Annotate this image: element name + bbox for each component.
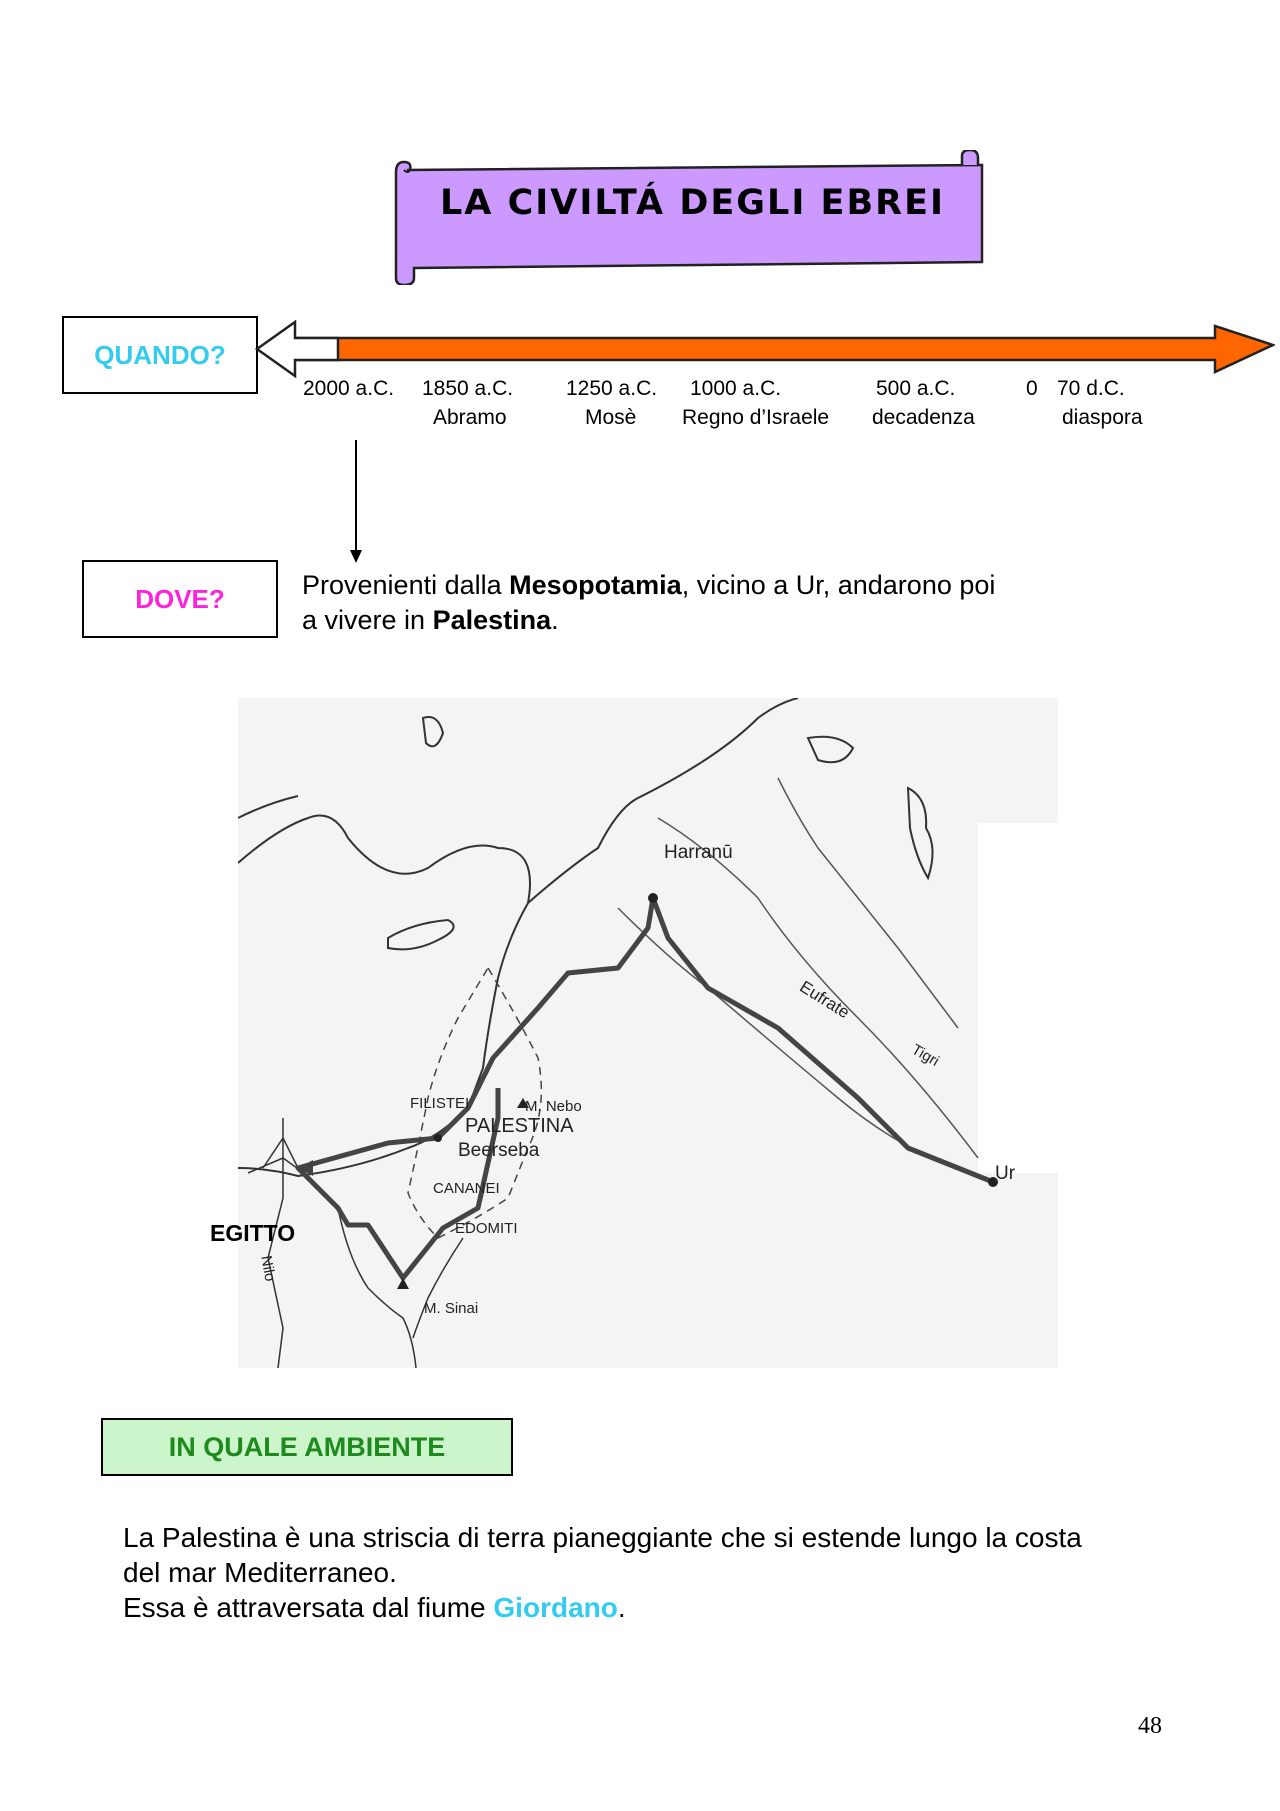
ambiente-line: del mar Mediterraneo. <box>123 1557 397 1588</box>
timeline-date: 70 d.C. <box>1057 377 1125 400</box>
dove-label-box <box>82 560 278 638</box>
ambiente-paragraph <box>123 1520 1183 1625</box>
migration-map <box>238 698 1058 1368</box>
palestina-term: Palestina <box>432 605 552 635</box>
map-label-nebo: M. Nebo <box>525 1098 582 1115</box>
page-number: 48 <box>1138 1713 1162 1739</box>
map-label-palestina: PALESTINA <box>465 1115 574 1137</box>
mesopotamia-term: Mesopotamia <box>509 570 682 600</box>
ambiente-line <box>123 1590 1183 1625</box>
map-label-egitto: EGITTO <box>210 1220 296 1246</box>
ambiente-text: Essa è attraversata dal fiume <box>123 1592 494 1623</box>
map-label-harranu: Harranū <box>664 842 733 863</box>
timeline-date: 500 a.C. <box>876 377 956 400</box>
map-label-filistei: FILISTEI <box>410 1095 470 1112</box>
ambiente-label-box <box>101 1418 513 1476</box>
timeline-event: Mosè <box>585 406 637 429</box>
map-label-nilo: Nilo <box>257 1254 279 1283</box>
map-label-ur: Ur <box>995 1163 1016 1184</box>
page-title: LA CIVILTÁ DEGLI EBREI <box>440 183 945 223</box>
map-label-beerseba: Beerseba <box>458 1140 540 1161</box>
ambiente-label: IN QUALE AMBIENTE <box>168 1431 446 1462</box>
timeline-event: decadenza <box>872 406 975 429</box>
dove-text: . <box>551 605 559 635</box>
dove-text: a vivere in <box>302 605 433 635</box>
down-arrow-icon <box>346 440 366 565</box>
dove-label: DOVE? <box>135 583 225 614</box>
ambiente-line: La Palestina è una striscia di terra pianeggiante che si estende lungo la costa <box>123 1522 1082 1553</box>
dove-paragraph <box>302 568 1122 638</box>
ambiente-text: . <box>617 1592 626 1623</box>
timeline-date: 1250 a.C. <box>566 377 658 400</box>
map-label-sinai: M. Sinai <box>424 1300 479 1317</box>
timeline-date: 1850 a.C. <box>422 377 514 400</box>
timeline-arrow <box>255 320 1275 380</box>
timeline-date: 1000 a.C. <box>690 377 782 400</box>
map-label-edomiti: EDOMITI <box>455 1220 518 1237</box>
giordano-term: Giordano <box>493 1592 618 1623</box>
timeline-date: 2000 a.C. <box>303 377 395 400</box>
quando-label: QUANDO? <box>94 339 226 370</box>
quando-label-box <box>62 316 258 394</box>
dove-text: Provenienti dalla <box>302 570 510 600</box>
timeline-event: diaspora <box>1062 406 1143 429</box>
timeline-event: Regno d’Israele <box>682 406 830 429</box>
timeline-event: Abramo <box>433 406 507 429</box>
map-label-eufrate: Eufrate <box>796 976 853 1023</box>
dove-text: , vicino a Ur, andarono poi <box>681 570 996 600</box>
map-label-tigri: Tigri <box>908 1040 942 1071</box>
map-label-cananei: CANANEI <box>433 1180 500 1197</box>
timeline-date: 0 <box>1026 377 1038 400</box>
